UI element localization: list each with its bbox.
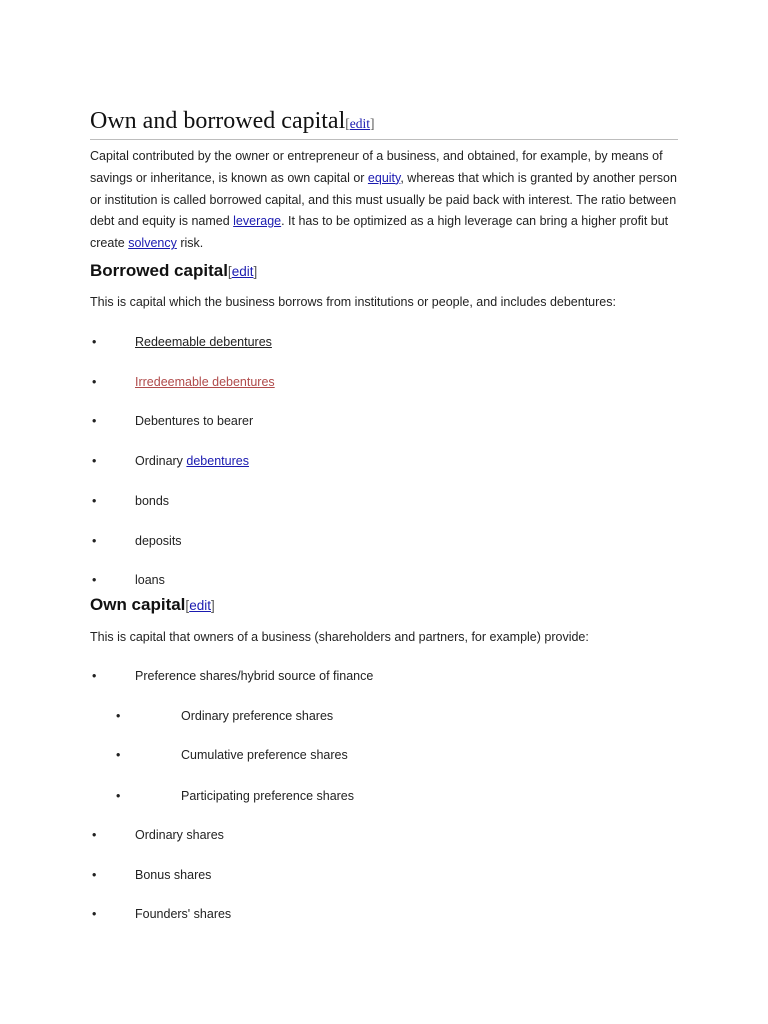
bullet-icon: •	[92, 828, 97, 842]
intro-paragraph: Capital contributed by the owner or entrepreneur of a business, and obtained, for example, by means of savings or inheritance, is known as own capital or equity, whereas that which is granted by another person or institution is called borrowed capital, and this must usually be paid back with interest. The ratio between debt and equity is named leverage. It has to be optimized as a high leverage can bring a higher profit but create solvency risk.	[90, 149, 677, 251]
list-item: deposits	[135, 534, 182, 548]
sub-list-item: Cumulative preference shares	[181, 748, 348, 762]
list-item: Bonus shares	[135, 868, 212, 882]
heading-borrowed-capital: Borrowed capital[edit]	[90, 261, 258, 280]
bullet-icon: •	[116, 789, 121, 803]
bullet-icon: •	[92, 534, 97, 548]
edit-section-link-wrap: [edit]	[345, 116, 375, 131]
own-capital-intro: This is capital that owners of a business (shareholders and partners, for example) provide:	[90, 630, 589, 644]
edit-link[interactable]: edit	[189, 598, 211, 613]
bullet-icon: •	[92, 868, 97, 882]
borrowed-capital-intro: This is capital which the business borrows from institutions or people, and includes debentures:	[90, 295, 616, 309]
heading-own-and-borrowed-capital	[90, 106, 678, 140]
bullet-icon: •	[92, 454, 97, 468]
bullet-icon: •	[116, 709, 121, 723]
irredeemable-debentures-link[interactable]: Irredeemable debentures	[135, 375, 275, 389]
list-item: Ordinary shares	[135, 828, 224, 842]
heading-text: Borrowed capital	[90, 261, 228, 280]
list-item: Founders' shares	[135, 907, 232, 921]
edit-link[interactable]: edit	[349, 116, 370, 131]
list-item: Preference shares/hybrid source of finance	[135, 669, 374, 683]
solvency-link[interactable]: solvency	[128, 236, 177, 251]
edit-link[interactable]: edit	[231, 264, 254, 279]
sub-list-item: Ordinary preference shares	[181, 709, 334, 723]
list-item: Ordinary debentures	[135, 454, 249, 468]
bullet-icon: •	[92, 907, 97, 921]
list-item: Debentures to bearer	[135, 414, 254, 428]
heading-own-capital: Own capital[edit]	[90, 595, 215, 614]
bullet-icon: •	[92, 335, 97, 349]
sub-list-item: Participating preference shares	[181, 789, 355, 803]
heading-text: Own capital	[90, 595, 186, 614]
list-item: bonds	[135, 494, 170, 508]
debentures-link[interactable]: debentures	[186, 454, 249, 468]
bullet-icon: •	[92, 669, 97, 683]
bullet-icon: •	[92, 375, 97, 389]
list-item: loans	[135, 573, 165, 587]
heading-text: Own and borrowed capital	[90, 108, 346, 134]
bullet-icon: •	[92, 494, 97, 508]
redeemable-debentures-link[interactable]: Redeemable debentures	[135, 335, 272, 349]
leverage-link[interactable]: leverage	[233, 214, 282, 229]
bullet-icon: •	[92, 414, 97, 428]
equity-link[interactable]: equity	[367, 170, 401, 185]
bullet-icon: •	[92, 573, 97, 587]
bullet-icon: •	[116, 748, 121, 762]
